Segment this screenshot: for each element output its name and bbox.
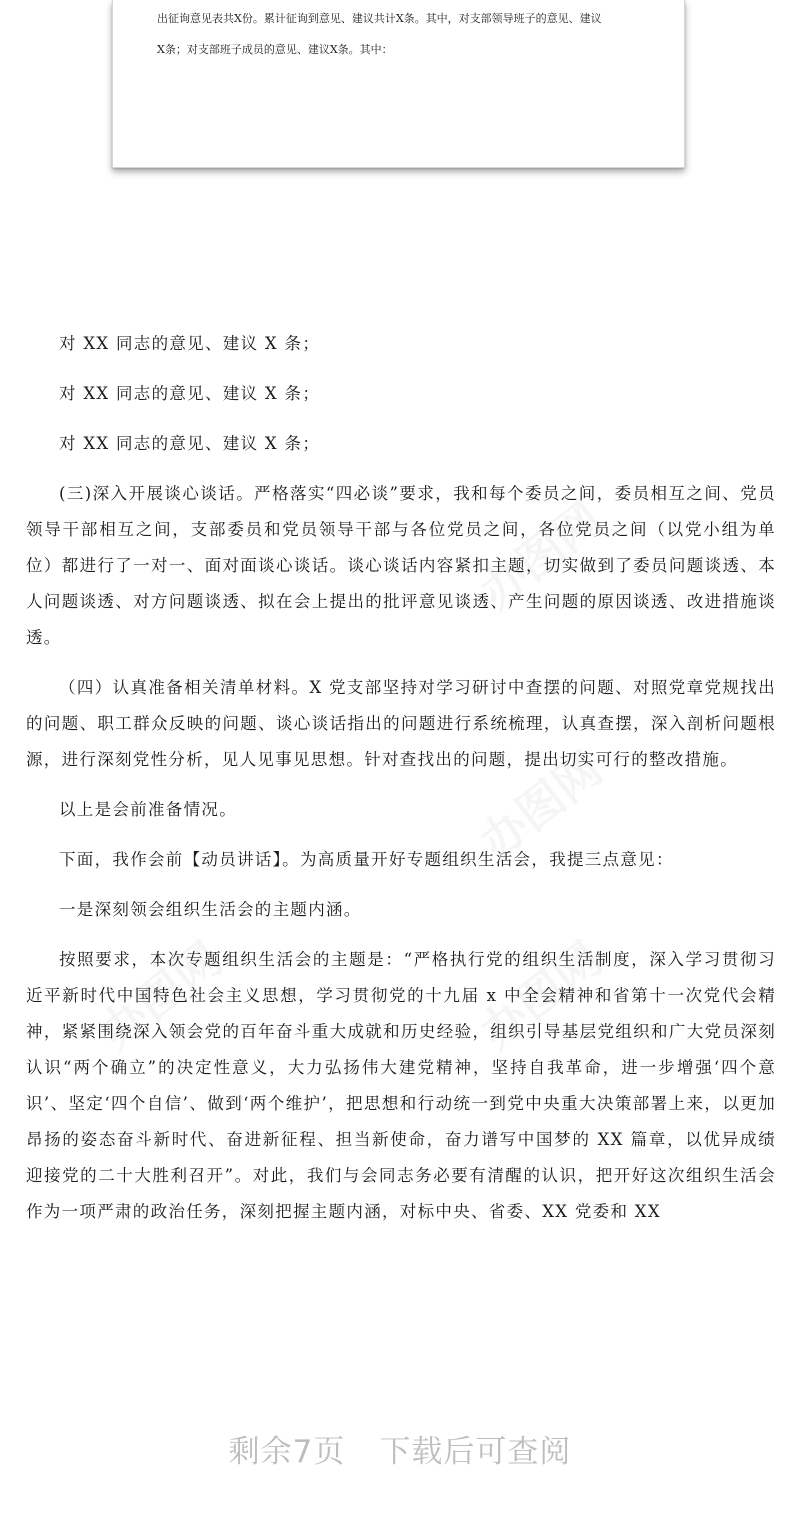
paragraph-opinion-1: 对 XX 同志的意见、建议 X 条； xyxy=(59,334,321,353)
preview-text-line-2: X条；对支部班子成员的意见、建议X条。其中： xyxy=(157,43,393,56)
paragraph-theme: 按照要求，本次专题组织生活会的主题是：“严格执行党的组织生活制度，深入学习贯彻习近平新时代中国特色社会主义思想，学习贯彻党的十九届 x 中全会精神和省第十一次党代会精神，紧紧围绕深入领会党的百年奋斗重大成就和历史经验，组织引导基层党组织和广大党员深刻认识“两个确立”的决定性意义，大力弘扬伟大建党精神，坚持自我革命，进一步增强‘四个意识’、坚定‘四个自信’、做到‘两个维护’，把思想和行动统一到党中央重大决策部署上来，以更加昂扬的姿态奋斗新时代、奋进新征程、担当新使命，奋力谱写中国梦的 XX 篇章，以优异成绩迎接党的二十大胜利召开”。对此，我们与会同志务必要有清醒的认识，把开好这次组织生活会作为一项严肃的政治任务，深刻把握主题内涵，对标中央、省委、XX 党委和 XX xyxy=(26,950,776,1221)
preview-text-line-1: 出征询意见表共X份。累计征询到意见、建议共计X条。其中，对支部领导班子的意见、建议 xyxy=(157,12,602,25)
remaining-pages-label: 剩余7页 xyxy=(228,1434,346,1470)
remaining-pages-notice[interactable] xyxy=(0,1426,800,1471)
watermark: 办图网 xyxy=(469,741,612,870)
watermark: 办图网 xyxy=(469,931,612,1060)
watermark: 办图网 xyxy=(469,491,612,620)
paragraph-mobilization-speech: 下面，我作会前【动员讲话】。为高质量开好专题组织生活会，我提三点意见： xyxy=(59,850,674,869)
paragraph-heart-to-heart-talks: (三)深入开展谈心谈话。严格落实“四必谈”要求，我和每个委员之间，委员相互之间、党员领导干部相互之间，支部委员和党员领导干部与各位党员之间，各位党员之间（以党小组为单位）都进行了一对一、面对面谈心谈话。谈心谈话内容紧扣主题，切实做到了委员问题谈透、本人问题谈透、对方问题谈透、拟在会上提出的批评意见谈透、产生问题的原因谈透、改进措施谈透。 xyxy=(26,484,776,647)
paragraph-prepare-checklists: （四）认真准备相关清单材料。X 党支部坚持对学习研讨中查摆的问题、对照党章党规找出的问题、职工群众反映的问题、谈心谈话指出的问题进行系统梳理，认真查摆，深入剖析问题根源，进行深刻党性分析，见人见事见思想。针对查找出的问题，提出切实可行的整改措施。 xyxy=(26,678,776,769)
paragraph-summary: 以上是会前准备情况。 xyxy=(59,800,237,819)
paragraph-opinion-2: 对 XX 同志的意见、建议 X 条； xyxy=(59,384,321,403)
previous-page-preview xyxy=(112,0,685,168)
download-to-view-label: 下载后可查阅 xyxy=(379,1434,572,1470)
paragraph-point-one-heading: 一是深刻领会组织生活会的主题内涵。 xyxy=(59,900,362,919)
document-body xyxy=(26,326,776,1230)
paragraph-opinion-3: 对 XX 同志的意见、建议 X 条； xyxy=(59,434,321,453)
watermark: 办图网 xyxy=(89,931,232,1060)
